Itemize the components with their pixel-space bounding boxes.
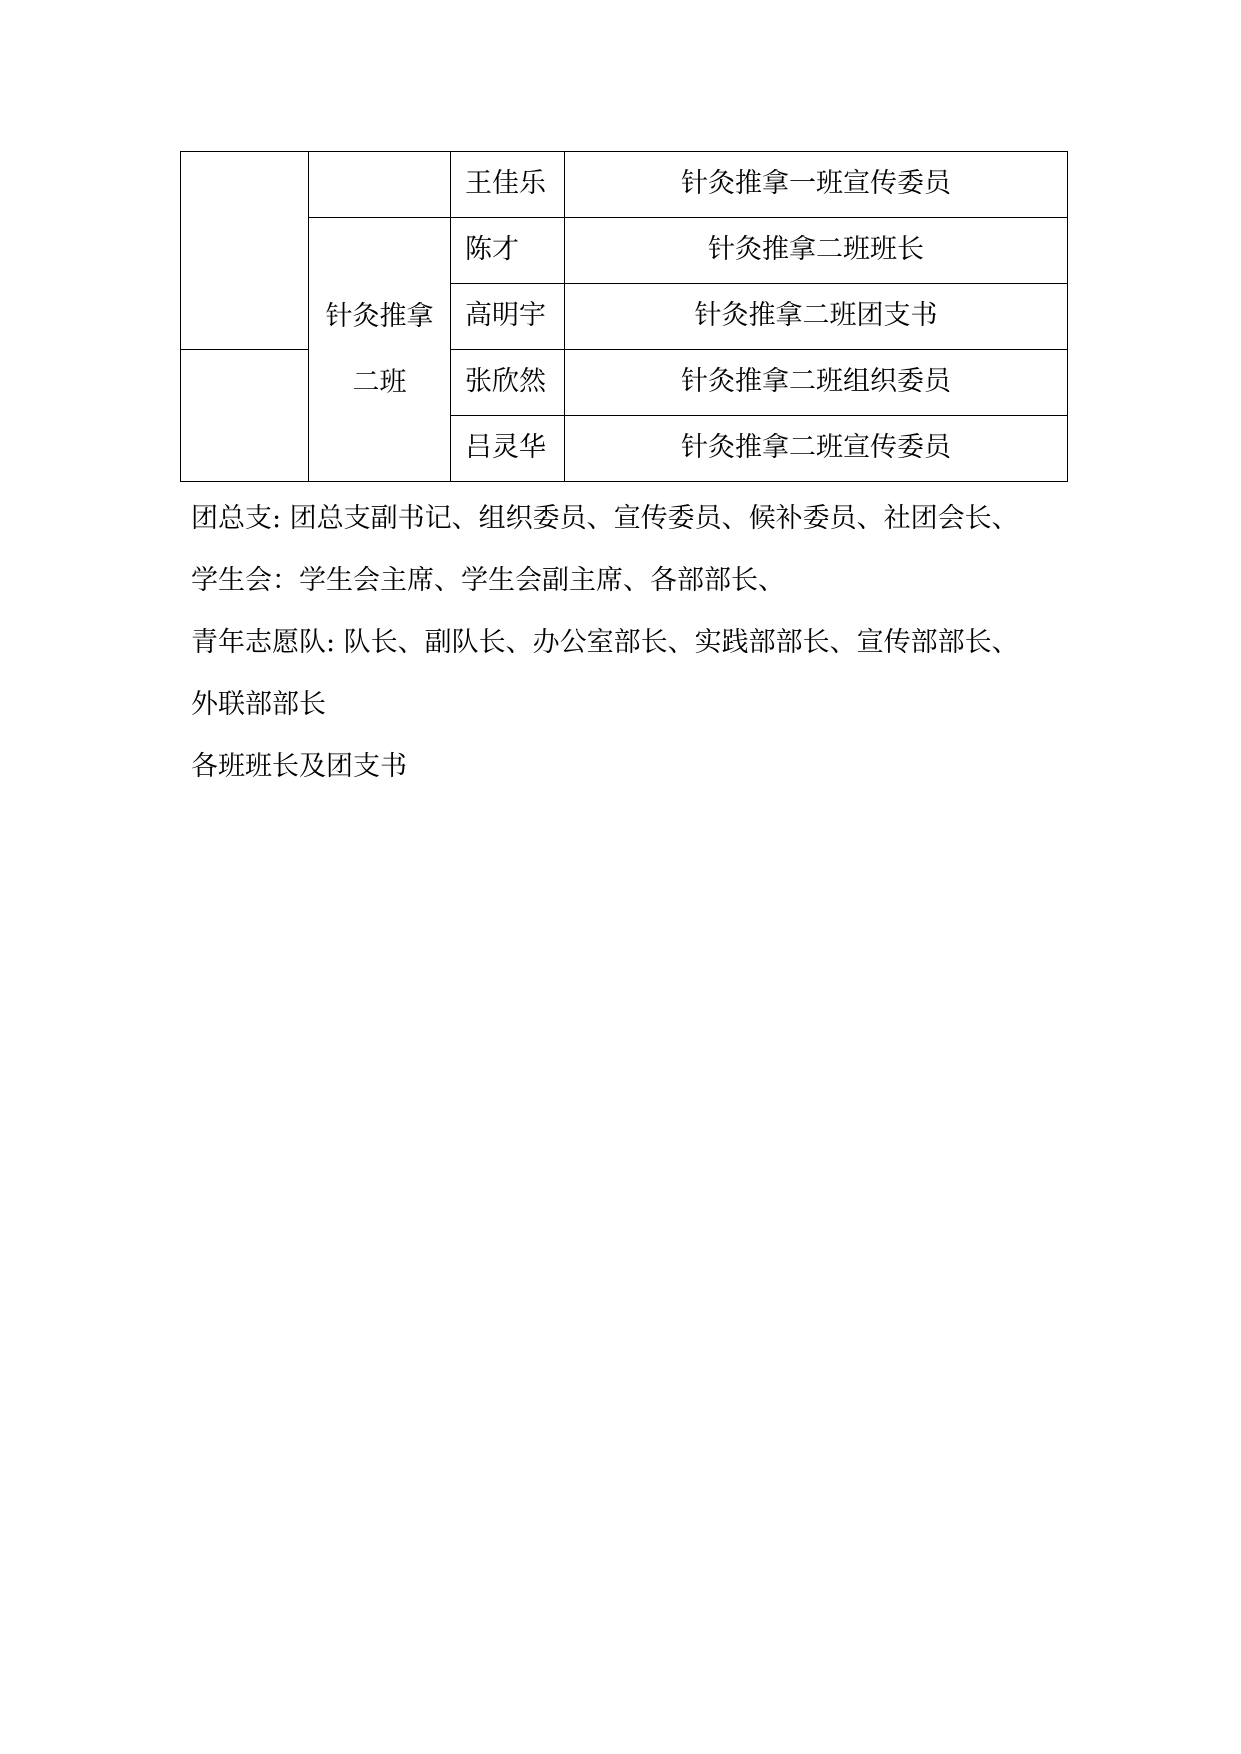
class-group-label: 针灸推拿 bbox=[325, 300, 434, 332]
member-role: 针灸推拿二班团支书 bbox=[565, 284, 1068, 350]
league-branch-note: 团总支: 团总支副书记、组织委员、宣传委员、候补委员、社团会长、 bbox=[191, 503, 1019, 534]
table-row bbox=[181, 218, 1068, 284]
notes-section bbox=[191, 488, 1071, 798]
member-role: 针灸推拿二班班长 bbox=[565, 218, 1068, 284]
member-name: 吕灵华 bbox=[451, 416, 565, 482]
member-name: 陈才 bbox=[451, 218, 565, 284]
roster-table bbox=[180, 151, 1068, 482]
volunteers-note: 青年志愿队: 队长、副队长、办公室部长、实践部部长、宣传部部长、 bbox=[191, 627, 1019, 658]
student-union-note: 学生会：学生会主席、学生会副主席、各部部长、 bbox=[191, 565, 785, 596]
blank-cell bbox=[309, 152, 451, 218]
table-row bbox=[181, 152, 1068, 218]
member-name: 王佳乐 bbox=[451, 152, 565, 218]
member-role: 针灸推拿二班组织委员 bbox=[565, 350, 1068, 416]
member-role: 针灸推拿二班宣传委员 bbox=[565, 416, 1068, 482]
member-role: 针灸推拿一班宣传委员 bbox=[565, 152, 1068, 218]
class-leaders-note: 各班班长及团支书 bbox=[191, 751, 407, 782]
class-group-label: 二班 bbox=[352, 366, 407, 398]
volunteers-note-continued: 外联部部长 bbox=[191, 689, 326, 720]
class-group-cell bbox=[309, 218, 451, 482]
member-name: 高明宇 bbox=[451, 284, 565, 350]
blank-cell bbox=[181, 350, 309, 482]
member-name: 张欣然 bbox=[451, 350, 565, 416]
blank-cell bbox=[181, 152, 309, 350]
